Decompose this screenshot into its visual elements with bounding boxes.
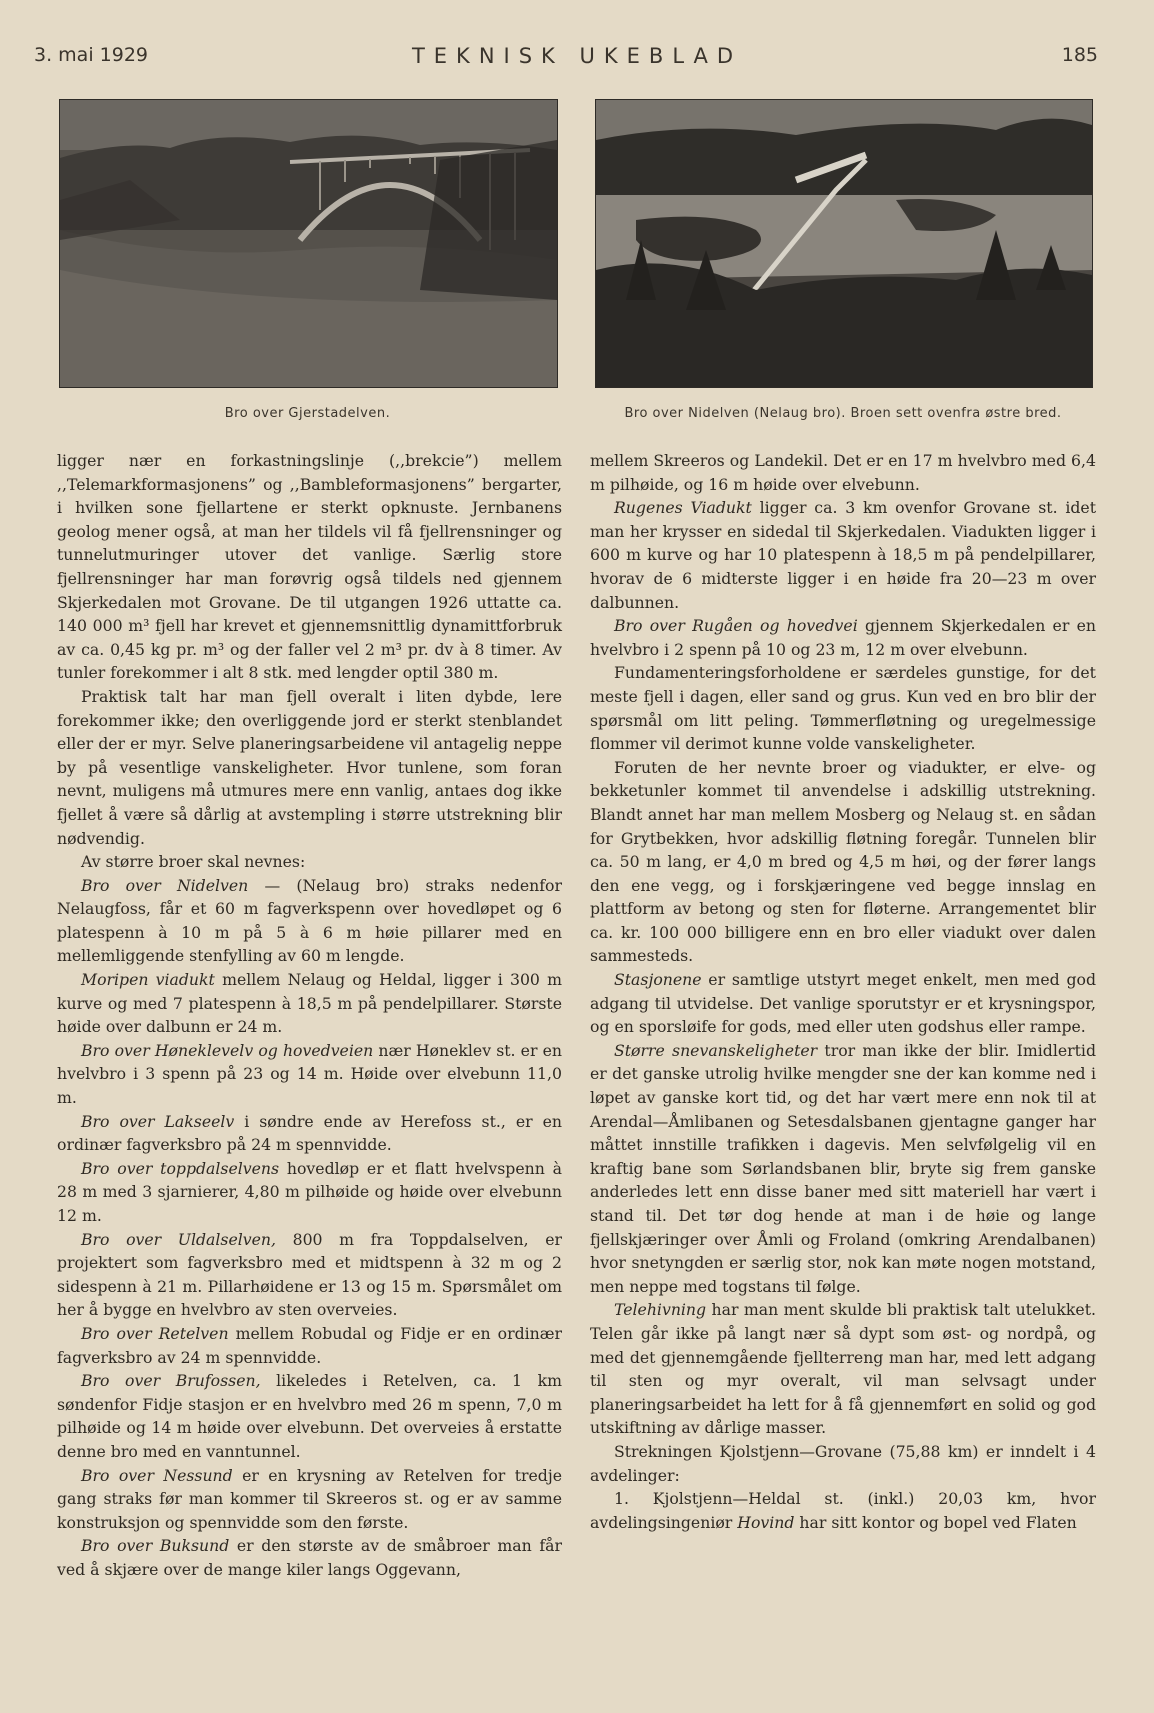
left-text-column [57, 449, 562, 1599]
paragraph: Moripen viadukt mellem Nelaug og Heldal, ligger i 300 m kurve og med 7 platespenn à 18,5 m på pendelpillarer. Største høide over dalbunn er 24 m. [57, 970, 562, 1037]
paragraph: Av større broer skal nevnes: [81, 852, 306, 872]
paragraph: Rugenes Viadukt ligger ca. 3 km ovenfor Grovane st. idet man her krysser en sidedal til Skjerkedalen. Viadukten ligger i 600 m kurve og har 10 platespenn à 18,5 m på pendelpillarer, hvorav de 6 midterste ligger i en høide fra 20—23 m over dalbunnen. [590, 498, 1096, 612]
issue-date: 3. mai 1929 [34, 44, 148, 66]
paragraph: Bro over Nidelven — (Nelaug bro) straks nedenfor Nelaugfoss, får et 60 m fagverkspenn over hovedløpet og 6 platespenn à 10 m på 5 à 6 m høie pillarer med en mellemliggende stenfylling av 60 m lengde. [57, 875, 562, 966]
paragraph: mellem Skreeros og Landekil. Det er en 17 m hvelvbro med 6,4 m pilhøide, og 16 m høide over elvebunn. [590, 451, 1096, 494]
paragraph: Bro over Høneklevelv og hovedveien nær Høneklev st. er en hvelvbro i 3 spenn på 23 og 14 m. Høide over elvebunn 11,0 m. [57, 1040, 562, 1108]
paragraph: Telehivning har man ment skulde bli praktisk talt utelukket. Telen går ikke på langt nær så dypt som øst- og nordpå, og med det gjennemgående fjellterreng man har, med lett adgang til sten og myr overalt, vil man selvsagt under planeringsarbeidet ha lett for å få gjennemført en solid og god utskiftning av dårlige masser. [590, 1300, 1096, 1438]
paragraph: Bro over Brufossen, likeledes i Retelven, ca. 1 km søndenfor Fidje stasjon er en hvelvbro med 26 m spenn, 7,0 m pilhøide og 14 m høide over elvebunn. Det overveies å erstatte denne bro med en vanntunnel. [57, 1371, 562, 1461]
paragraph: Bro over Uldalselven, 800 m fra Toppdalselven, er projektert som fagverksbro med et midtspenn à 32 m og 2 sidespenn à 21 m. Pillarhøidene er 13 og 15 m. Spørsmålet om her å bygge en hvelvbro av sten overveies. [57, 1229, 563, 1320]
photo-nidelven-bridge [595, 99, 1093, 388]
paragraph: Foruten de her nevnte broer og viadukter, er elve- og bekketunler kommet til anvendelse i adskillig utstrekning. Blandt annet har man mellem Mosberg og Nelaug st. en sådan for Grytbekken, hvor adskillig fløtning foregår. Tunnelen blir ca. 50 m lang, er 4,0 m bred og 4,5 m høi, og der fører langs den ene vegg, og i forskjæringene ved begge innslag en plattform av betong og sten for fløterne. Arrangementet blir ca. kr. 100 000 billigere enn en bro eller viadukt over dalen sammesteds. [590, 757, 1096, 966]
paragraph: Stasjonene er samtlige utstyrt meget enkelt, men med god adgang til utvidelse. Det vanlige sporutstyr er et krysningspor, og en sporsløife for gods, med eller uten godshus eller rampe. [590, 970, 1096, 1037]
figure-caption-left: Bro over Gjerstadelven. [224, 406, 391, 421]
paragraph: Bro over Buksund er den største av de småbroer man får ved å skjære over de mange kiler langs Oggevann, [57, 1536, 562, 1579]
photo-gjerstadelven-bridge [59, 99, 558, 388]
paragraph: Bro over Lakseelv i søndre ende av Herefoss st., er en ordinær fagverksbro på 24 m spennvidde. [57, 1111, 562, 1155]
page-number: 185 [1061, 44, 1098, 66]
paragraph: Større snevanskeligheter tror man ikke der blir. Imidlertid er det ganske utrolig hvilke mengder sne der kan komme ned i løpet av ganske kort tid, og det har vært mere enn nok til at Arendal—Åmlibanen og Setesdalsbanen gjentagne ganger har måttet innstille trafikken i dagevis. Men selvfølgelig vil en kraftig bane som Sørlandsbanen blir, bryte sig frem ganske anderledes lett enn disse baner med sitt materiell har vært i stand til. Det tør dog hende at man i de høie og lange fjellskjæringer over Åmli og Froland (omkring Arendalbanen) hvor snetyngden er særlig stor, nok kan møte nogen motstand, men neppe med togstans til følge. [590, 1040, 1096, 1296]
figure-caption-right: Bro over Nidelven (Nelaug bro). Broen sett ovenfra østre bred. [624, 406, 1062, 421]
paragraph: Strekningen Kjolstjenn—Grovane (75,88 km) er inndelt i 4 avdelinger: [590, 1441, 1096, 1485]
paragraph: Bro over Nessund er en krysning av Retelven for tredje gang straks før man kommer til Skreeros st. og er av samme konstruksjon og spennvidde som den første. [57, 1465, 562, 1532]
journal-title: TEKNISK UKEBLAD [411, 44, 743, 68]
paragraph: ligger nær en forkastningslinje (,,brekcie”) mellem ,,Telemarkformasjonens” og ,,Bambleformasjonens” bergarter, i hvilken sone fjellartene er sterkt opknuste. Jernbanens geolog mener også, at man her tildels vil få fjellrensninger og tunnelutmuringer utover det vanlige. Særlig store fjellrensninger har man forøvrig også tildels ned gjennem Skjerkedalen mot Grovane. De til utgangen 1926 uttatte ca. 140 000 m³ fjell har krevet et gjennemsnittlig dynamittforbruk av ca. 0,45 kg pr. m³ og der faller vel 2 m³ pr. dv à 8 timer. Av tunler forekommer i alt 8 stk. med lengder optil 380 m. [57, 451, 562, 683]
paragraph: Bro over Retelven mellem Robudal og Fidje er en ordinær fagverksbro av 24 m spennvidde. [57, 1323, 562, 1367]
right-text-column [590, 449, 1096, 1599]
paragraph: Bro over Rugåen og hovedvei gjennem Skjerkedalen er en hvelvbro i 2 spenn på 10 og 23 m, 12 m over elvebunn. [590, 616, 1096, 659]
paragraph: 1. Kjolstjenn—Heldal st. (inkl.) 20,03 km, hvor avdelingsingeniør Hovind har sitt kontor og bopel ved Flaten [590, 1489, 1096, 1532]
paragraph: Praktisk talt har man fjell overalt i liten dybde, lere forekommer ikke; den overliggende jord er sterkt stenblandet eller der er myr. Selve planeringsarbeidene vil antagelig neppe by på vesentlige vanskeligheter. Hvor tunlene, som foran nevnt, muligens må utmures mere enn vanlig, antaes dog ikke fjellet å være så dårlig at avstempling i større utstrekning blir nødvendig. [57, 686, 562, 848]
paragraph: Bro over toppdalselvens hovedløp er et flatt hvelvspenn à 28 m med 3 sjarnierer, 4,80 m pilhøide og høide over elvebunn 12 m. [57, 1158, 562, 1225]
paragraph: Fundamenteringsforholdene er særdeles gunstige, for det meste fjell i dagen, eller sand og grus. Kun ved en bro blir der spørsmål om litt peling. Tømmerfløtning og uregelmessige flommer vil derimot kunne volde vanskeligheter. [590, 663, 1096, 754]
